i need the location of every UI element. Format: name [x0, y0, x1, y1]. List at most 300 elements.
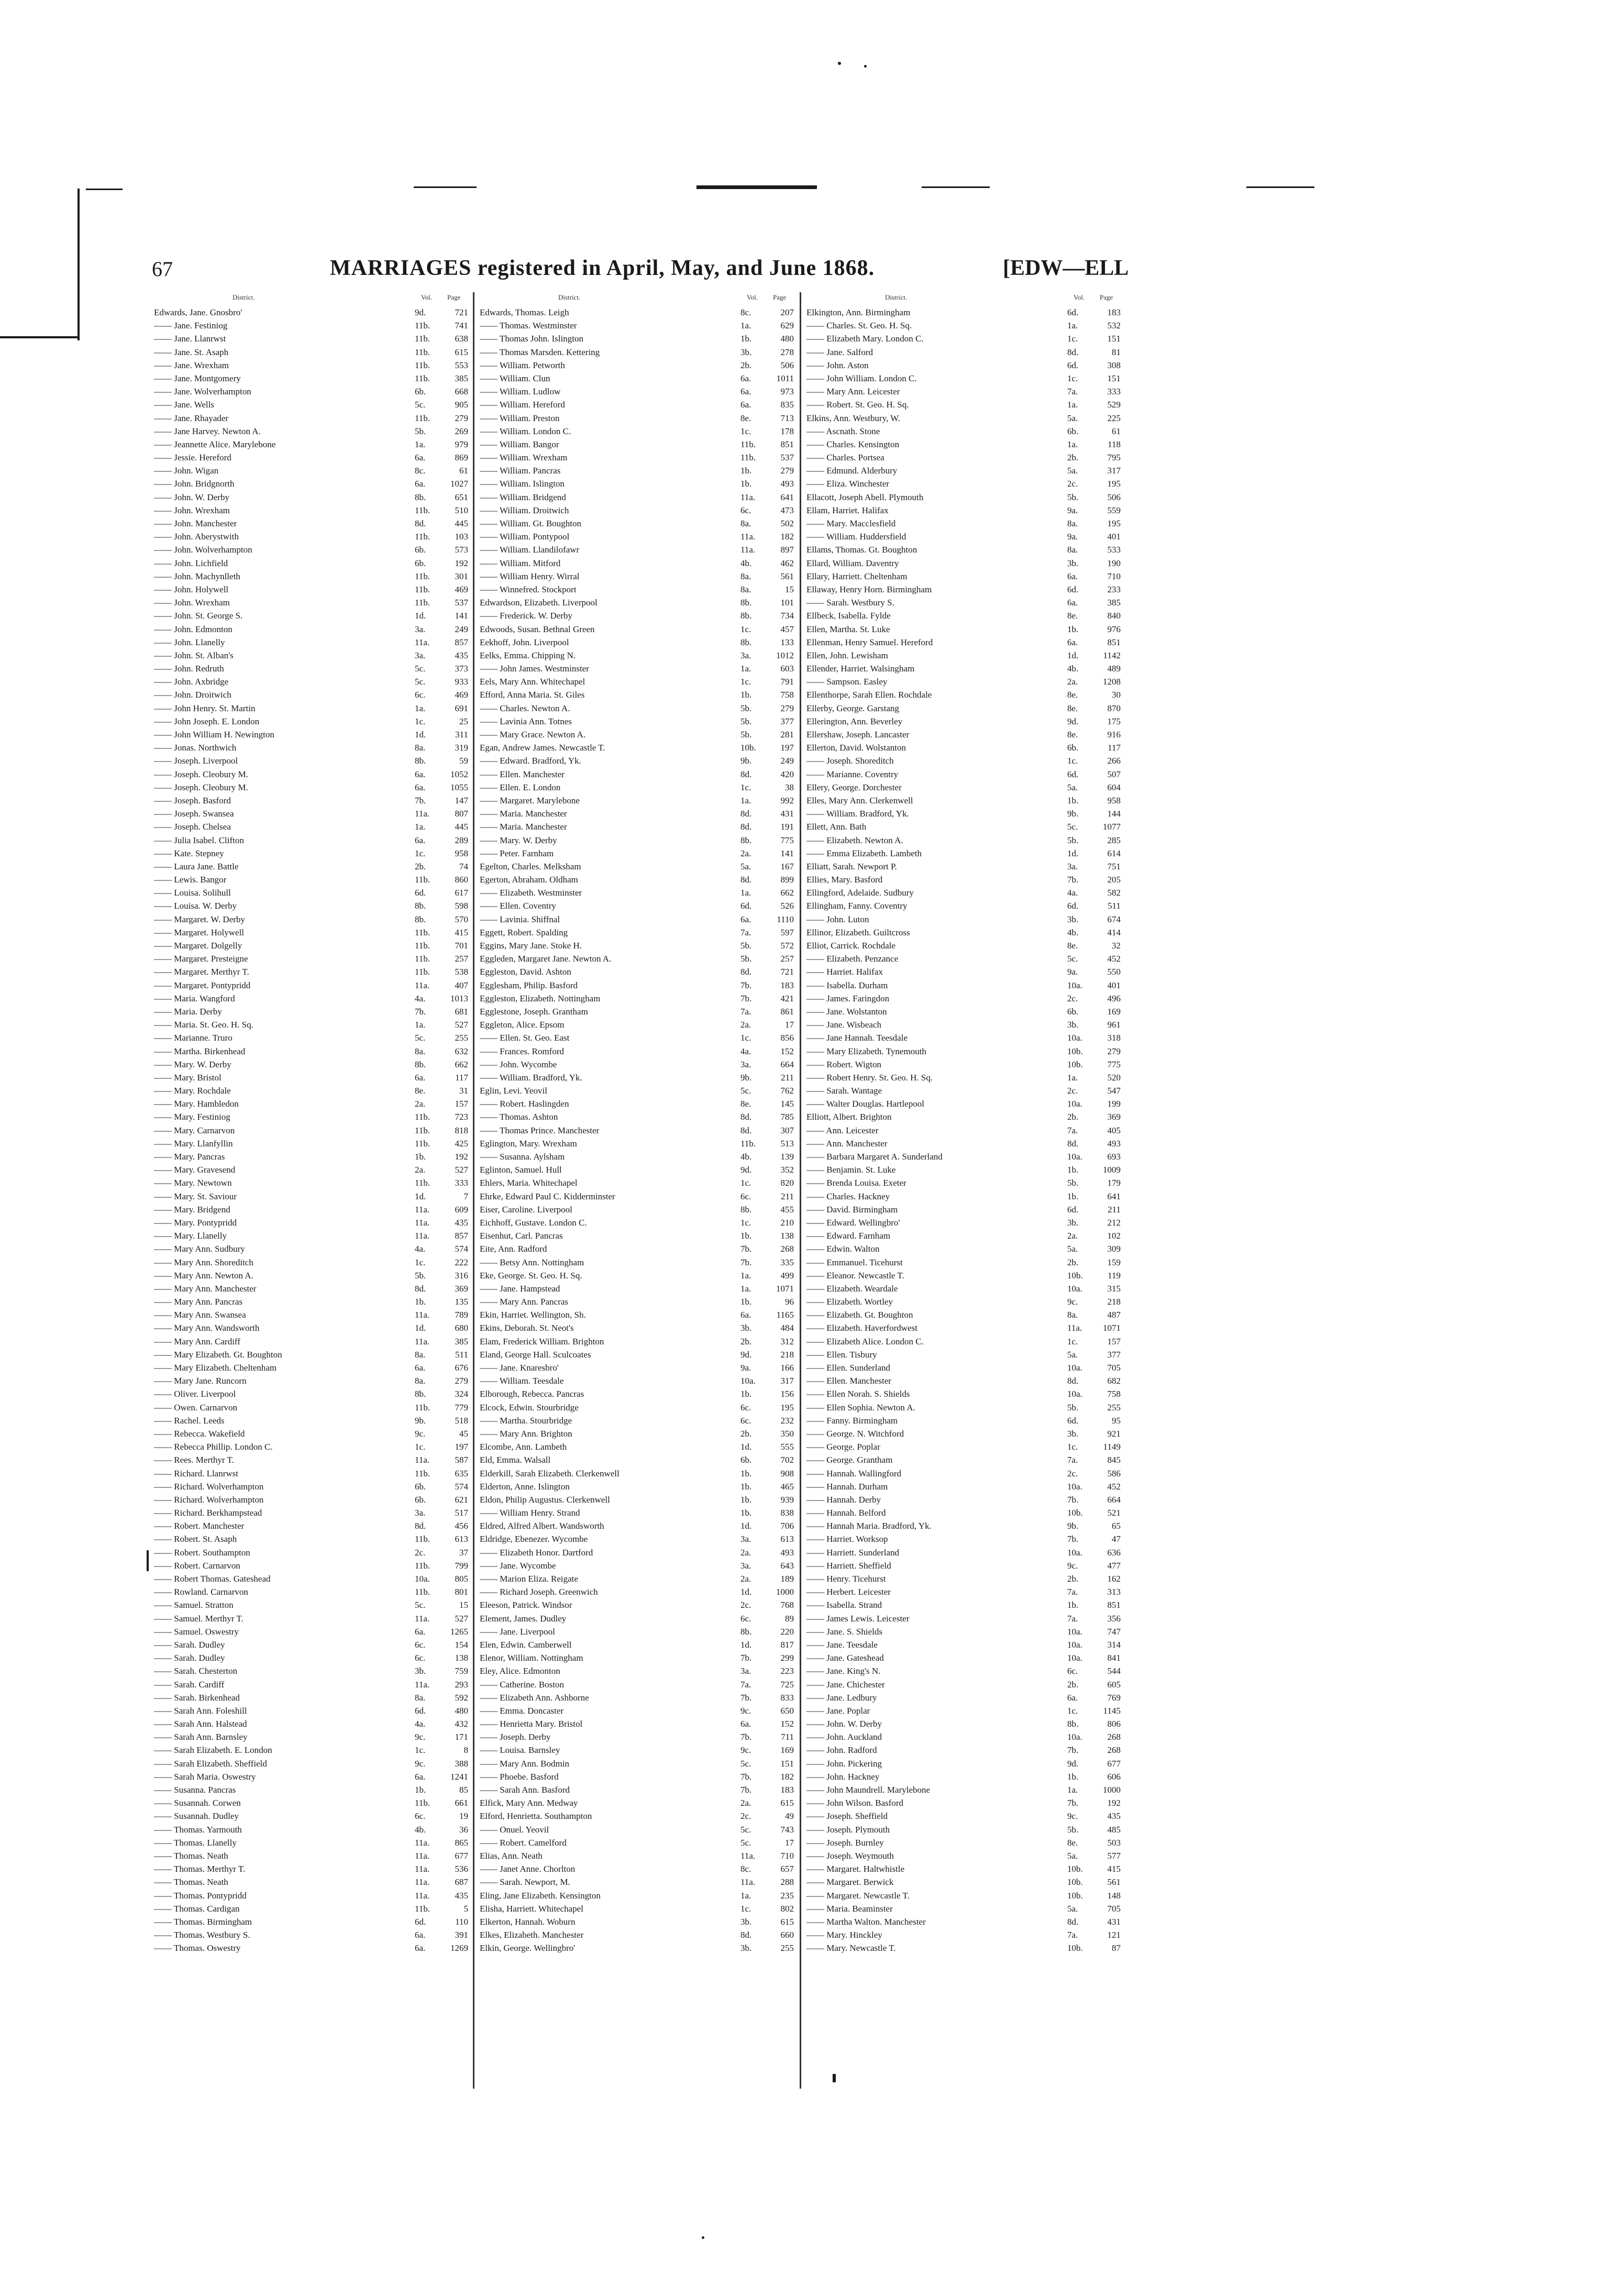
- entry-volume: 11b.: [415, 1138, 430, 1149]
- index-entry: [154, 847, 468, 860]
- entry-name-district: —— John. Wrexham: [154, 598, 230, 608]
- entry-volume: 11a.: [415, 1850, 430, 1861]
- entry-name-district: —— Margaret. Berwick: [806, 1877, 894, 1887]
- entry-volume: 8a.: [415, 1046, 426, 1056]
- index-entry: [480, 1941, 794, 1955]
- index-entry: [480, 1796, 794, 1809]
- entry-name-district: —— Harriet. Worksop: [806, 1534, 888, 1544]
- entry-name-district: —— Sarah Maria. Oswestry: [154, 1771, 256, 1782]
- index-entry: [806, 1361, 1121, 1374]
- entry-volume: 6a.: [1067, 598, 1078, 608]
- index-entry: [806, 741, 1121, 754]
- entry-page: 144: [1107, 809, 1121, 819]
- entry-page: 502: [780, 518, 794, 528]
- entry-volume: 5b.: [740, 730, 752, 739]
- entry-name-district: —— Mary. Festiniog: [154, 1112, 230, 1122]
- entry-name-district: —— John William. London C.: [806, 373, 917, 383]
- entry-name-district: Ellen, Martha. St. Luke: [806, 624, 890, 634]
- entry-volume: 10b.: [1067, 1508, 1083, 1518]
- entry-volume: 3a.: [415, 650, 426, 660]
- entry-volume: 1d.: [740, 1442, 752, 1452]
- entry-name-district: —— John. W. Derby: [806, 1719, 882, 1729]
- index-entry: [806, 504, 1121, 517]
- index-entry: [154, 623, 468, 636]
- index-entry: [480, 702, 794, 715]
- index-entry: [480, 1902, 794, 1915]
- index-entry: [480, 1110, 794, 1123]
- entry-name-district: —— Susannah. Dudley: [154, 1811, 239, 1822]
- entry-page: 157: [455, 1099, 468, 1109]
- entry-volume: 6c.: [415, 1811, 426, 1822]
- entry-volume: 1c.: [415, 1442, 426, 1452]
- index-entry: [480, 1585, 794, 1598]
- entry-name-district: —— John. St. Alban's: [154, 650, 234, 660]
- entry-volume: 10b.: [1067, 1059, 1083, 1069]
- index-entry: [480, 939, 794, 952]
- entry-page: 518: [455, 1415, 468, 1426]
- entry-page: 279: [1107, 1046, 1121, 1056]
- entry-name-district: —— Maria. Manchester: [480, 822, 567, 832]
- entry-volume: 6d.: [1067, 769, 1079, 779]
- entry-page: 89: [785, 1613, 794, 1624]
- entry-page: 1241: [450, 1771, 468, 1782]
- entry-volume: 1c.: [740, 1033, 751, 1043]
- entry-page: 1012: [776, 650, 794, 660]
- index-entry: [480, 346, 794, 359]
- entry-page: 785: [780, 1112, 794, 1122]
- entry-page: 710: [780, 1850, 794, 1861]
- entry-volume: 11b.: [415, 954, 430, 964]
- entry-volume: 10b.: [1067, 1046, 1083, 1056]
- index-entry: [154, 1875, 468, 1889]
- entry-volume: 9d.: [740, 1349, 752, 1360]
- entry-name-district: —— Oliver. Liverpool: [154, 1389, 236, 1399]
- entry-name-district: Edwards, Thomas. Leigh: [480, 307, 569, 317]
- entry-name-district: —— Martha. Birkenhead: [154, 1046, 246, 1056]
- entry-volume: 7b.: [415, 1006, 426, 1017]
- entry-page: 643: [780, 1560, 794, 1571]
- entry-page: 574: [455, 1244, 468, 1254]
- entry-page: 705: [1107, 1903, 1121, 1914]
- entry-name-district: Eiser, Caroline. Liverpool: [480, 1204, 572, 1215]
- entry-name-district: —— Ellen Norah. S. Shields: [806, 1389, 910, 1399]
- index-entry: [806, 1651, 1121, 1664]
- index-entry: [806, 1335, 1121, 1348]
- index-entry: [806, 1836, 1121, 1849]
- entry-name-district: Ellershaw, Joseph. Lancaster: [806, 730, 910, 739]
- entry-page: 544: [1107, 1666, 1121, 1676]
- index-entry: [480, 1559, 794, 1572]
- index-entry: [480, 1321, 794, 1334]
- entry-name-district: —— Mary. Gravesend: [154, 1165, 236, 1175]
- entry-name-district: —— John. Wycombe: [480, 1059, 557, 1069]
- entry-page: 533: [1107, 545, 1121, 555]
- entry-volume: 6a.: [415, 769, 426, 779]
- entry-volume: 3b.: [740, 1916, 752, 1927]
- entry-name-district: —— John. Bridgnorth: [154, 479, 235, 489]
- index-entry: [806, 425, 1121, 438]
- entry-page: 573: [455, 545, 468, 555]
- entry-page: 1265: [450, 1626, 468, 1637]
- entry-volume: 8b.: [740, 835, 752, 845]
- entry-name-district: —— William. Bangor: [480, 439, 559, 449]
- entry-name-district: Eland, George Hall. Sculcoates: [480, 1349, 591, 1360]
- entry-volume: 6b.: [415, 387, 426, 397]
- index-entry: [480, 1664, 794, 1677]
- entry-volume: 7a.: [1067, 1930, 1078, 1940]
- entry-volume: 6a.: [740, 914, 751, 924]
- index-entry: [480, 1849, 794, 1862]
- index-entry: [154, 319, 468, 332]
- entry-name-district: —— Joseph. Sheffield: [806, 1811, 888, 1822]
- entry-page: 179: [1107, 1178, 1121, 1188]
- index-entry: [806, 1071, 1121, 1084]
- index-entry: [480, 1150, 794, 1163]
- entry-name-district: —— Thomas. Llanelly: [154, 1837, 237, 1848]
- entry-page: 101: [780, 598, 794, 608]
- index-entry: [480, 1216, 794, 1229]
- entry-name-district: —— William. Huddersfield: [806, 532, 906, 542]
- entry-volume: 2c.: [1067, 993, 1078, 1003]
- entry-volume: 6d.: [415, 888, 426, 898]
- entry-page: 973: [780, 387, 794, 397]
- index-entry: [806, 847, 1121, 860]
- entry-page: 223: [780, 1666, 794, 1676]
- index-entry: [154, 860, 468, 873]
- index-entry: [806, 675, 1121, 688]
- entry-page: 701: [455, 941, 468, 951]
- district-header: District.: [233, 293, 255, 301]
- entry-volume: 6d.: [1067, 307, 1079, 317]
- index-entry: [806, 1915, 1121, 1928]
- entry-name-district: Ellender, Harriet. Walsingham: [806, 664, 915, 674]
- entry-volume: 2a.: [740, 1574, 751, 1584]
- entry-page: 195: [1107, 518, 1121, 528]
- entry-volume: 7b.: [740, 1257, 752, 1267]
- index-entry: [806, 1414, 1121, 1427]
- entry-page: 615: [780, 1916, 794, 1927]
- entry-page: 480: [780, 334, 794, 344]
- index-entry: [806, 1717, 1121, 1730]
- entry-name-district: —— Mary Ann. Pancras: [154, 1297, 243, 1307]
- index-entry: [480, 715, 794, 728]
- index-entry: [806, 1058, 1121, 1071]
- entry-name-district: Eggins, Mary Jane. Stoke H.: [480, 941, 582, 951]
- index-entry: [480, 1361, 794, 1374]
- index-entry: [480, 372, 794, 385]
- entry-name-district: —— John. Aston: [806, 360, 869, 370]
- index-entry: [806, 1941, 1121, 1955]
- entry-page: 586: [1107, 1468, 1121, 1478]
- index-entry: [480, 834, 794, 847]
- index-entry: [806, 491, 1121, 504]
- entry-page: 510: [455, 505, 468, 515]
- entry-name-district: —— Margaret. Merthyr T.: [154, 967, 249, 977]
- entry-page: 899: [780, 875, 794, 885]
- entry-volume: 11a.: [415, 809, 430, 819]
- entry-volume: 8d.: [415, 1283, 426, 1294]
- entry-page: 148: [1107, 1890, 1121, 1901]
- entry-page: 1145: [1103, 1705, 1121, 1716]
- index-entry: [806, 807, 1121, 820]
- index-entry: [154, 1941, 468, 1955]
- entry-page: 916: [1107, 730, 1121, 739]
- entry-name-district: Ellacott, Joseph Abell. Plymouth: [806, 492, 924, 502]
- entry-page: 851: [1107, 637, 1121, 647]
- entry-volume: 8d.: [740, 769, 752, 779]
- entry-name-district: —— Sarah Ann. Barnsley: [154, 1732, 248, 1742]
- index-entry: [806, 1598, 1121, 1611]
- index-entry: [154, 1704, 468, 1717]
- entry-name-district: —— Lewis. Bangor: [154, 875, 227, 885]
- index-entry: [154, 1506, 468, 1519]
- entry-name-district: —— Ellen Sophia. Newton A.: [806, 1402, 915, 1412]
- entry-name-district: —— John. Lichfield: [154, 558, 228, 568]
- entry-page: 469: [455, 584, 468, 594]
- index-entry: [154, 1361, 468, 1374]
- index-entry: [154, 1018, 468, 1031]
- entry-page: 664: [780, 1059, 794, 1069]
- index-entry: [154, 346, 468, 359]
- entry-page: 110: [455, 1916, 468, 1927]
- entry-page: 95: [1112, 1415, 1121, 1426]
- entry-page: 414: [1107, 927, 1121, 937]
- entry-name-district: —— Robert. Haslingden: [480, 1099, 569, 1109]
- index-entry: [806, 886, 1121, 899]
- index-entry: [480, 1546, 794, 1559]
- entry-page: 677: [1107, 1758, 1121, 1769]
- entry-volume: 9d.: [1067, 716, 1079, 726]
- index-entry: [806, 1849, 1121, 1862]
- entry-name-district: —— Jane. Wells: [154, 400, 214, 410]
- index-entry: [480, 1506, 794, 1519]
- entry-volume: 2c.: [415, 1547, 426, 1558]
- index-entry: [806, 860, 1121, 873]
- entry-volume: 9a.: [1067, 967, 1078, 977]
- district-header: District.: [558, 293, 581, 301]
- vol-header: Vol.: [421, 293, 433, 301]
- entry-page: 725: [780, 1679, 794, 1690]
- index-entry: [480, 649, 794, 662]
- entry-page: 135: [455, 1297, 468, 1307]
- index-entry: [154, 425, 468, 438]
- entry-volume: 2a.: [740, 1798, 751, 1808]
- entry-volume: 1b.: [1067, 1771, 1079, 1782]
- entry-page: 1009: [1103, 1165, 1121, 1175]
- entry-name-district: —— Sarah Ann. Basford: [480, 1785, 570, 1795]
- index-entry: [806, 781, 1121, 794]
- entry-name-district: —— Mary Grace. Newton A.: [480, 730, 586, 739]
- entry-name-district: —— Thomas. Neath: [154, 1877, 228, 1887]
- entry-page: 15: [459, 1600, 468, 1610]
- entry-volume: 2b.: [1067, 1257, 1079, 1267]
- index-entry: [480, 477, 794, 490]
- entry-volume: 1b.: [740, 1468, 752, 1478]
- entry-page: 30: [1112, 690, 1121, 700]
- entry-name-district: Egglesham, Philip. Basford: [480, 980, 578, 990]
- entry-name-district: Ellerton, David. Wolstanton: [806, 743, 906, 753]
- entry-name-district: —— Elizabeth. Penzance: [806, 954, 899, 964]
- entry-page: 537: [780, 452, 794, 463]
- index-entry: [154, 1427, 468, 1440]
- entry-page: 865: [455, 1837, 468, 1848]
- entry-volume: 5c.: [1067, 954, 1078, 964]
- entry-page: 775: [1107, 1059, 1121, 1069]
- entry-page: 192: [1107, 1798, 1121, 1808]
- entry-volume: 2c.: [740, 1811, 751, 1822]
- entry-page: 604: [1107, 782, 1121, 792]
- index-entry: [154, 1519, 468, 1532]
- index-entry: [806, 1124, 1121, 1137]
- entry-name-district: —— Sarah. Chesterton: [154, 1666, 238, 1676]
- index-entry: [480, 1757, 794, 1770]
- entry-page: 657: [780, 1864, 794, 1874]
- index-entry: [480, 847, 794, 860]
- entry-page: 220: [780, 1626, 794, 1637]
- entry-volume: 3b.: [1067, 1428, 1079, 1439]
- entry-page: 210: [780, 1217, 794, 1228]
- entry-page: 706: [780, 1521, 794, 1531]
- entry-page: 1071: [1103, 1323, 1121, 1333]
- entry-page: 1052: [450, 769, 468, 779]
- entry-volume: 10a.: [1067, 1099, 1082, 1109]
- entry-name-district: Elkerton, Hannah. Woburn: [480, 1916, 576, 1927]
- entry-volume: 9c.: [415, 1732, 426, 1742]
- entry-volume: 4a.: [415, 1244, 426, 1254]
- entry-volume: 8e.: [740, 413, 751, 423]
- index-entry: [480, 1348, 794, 1361]
- index-entry: [806, 1269, 1121, 1282]
- index-entry: [806, 1321, 1121, 1334]
- entry-volume: 10a.: [1067, 1626, 1082, 1637]
- entry-page: 147: [455, 795, 468, 805]
- entry-name-district: —— Mary Elizabeth. Cheltenham: [154, 1363, 277, 1373]
- index-entry: [154, 1335, 468, 1348]
- entry-volume: 6b.: [1067, 426, 1079, 436]
- entry-volume: 8d.: [740, 1125, 752, 1135]
- index-entry: [154, 1730, 468, 1743]
- entry-name-district: —— Owen. Carnarvon: [154, 1402, 238, 1412]
- entry-name-district: —— Thomas Prince. Manchester: [480, 1125, 600, 1135]
- index-entry: [806, 1203, 1121, 1216]
- index-entry: [480, 636, 794, 649]
- entry-name-district: —— Harriett. Sheffield: [806, 1560, 891, 1571]
- entry-page: 598: [455, 901, 468, 911]
- index-entry: [806, 702, 1121, 715]
- entry-name-district: —— John. W. Derby: [154, 492, 230, 502]
- entry-volume: 8c.: [415, 466, 426, 476]
- entry-volume: 6c.: [740, 1613, 751, 1624]
- index-entry: [806, 609, 1121, 622]
- entry-volume: 10a.: [1067, 980, 1082, 990]
- entry-volume: 8b.: [740, 637, 752, 647]
- index-entry: [154, 412, 468, 425]
- entry-name-district: —— William. Bradford, Yk.: [806, 809, 909, 819]
- entry-page: 87: [1112, 1943, 1121, 1953]
- entry-volume: 10b.: [1067, 1943, 1083, 1953]
- index-entry: [806, 1308, 1121, 1321]
- entry-name-district: —— Elizabeth Honor. Dartford: [480, 1547, 593, 1558]
- scan-edge-mark: [414, 186, 477, 188]
- entry-page: 138: [455, 1653, 468, 1663]
- index-entry: [480, 1638, 794, 1651]
- index-entry: [806, 873, 1121, 886]
- entry-volume: 8b.: [1067, 1719, 1079, 1729]
- entry-page: 526: [780, 901, 794, 911]
- entry-volume: 8a.: [415, 743, 426, 753]
- entry-page: 851: [780, 439, 794, 449]
- index-entry: [480, 1862, 794, 1875]
- entry-volume: 8b.: [415, 756, 426, 766]
- entry-page: 570: [455, 914, 468, 924]
- entry-name-district: —— David. Birmingham: [806, 1204, 898, 1215]
- entry-volume: 5c.: [1067, 822, 1078, 832]
- entry-name-district: —— Brenda Louisa. Exeter: [806, 1178, 906, 1188]
- page-number: 67: [152, 257, 173, 281]
- entry-page: 218: [1107, 1297, 1121, 1307]
- entry-volume: 2c.: [740, 1600, 751, 1610]
- index-entry: [806, 1625, 1121, 1638]
- entry-page: 833: [780, 1692, 794, 1703]
- entry-volume: 8e.: [1067, 1837, 1078, 1848]
- index-entry: [806, 1585, 1121, 1598]
- index-entry: [480, 741, 794, 754]
- entry-name-district: —— Ellen. Tisbury: [806, 1349, 877, 1360]
- entry-volume: 9d.: [415, 307, 426, 317]
- entry-name-district: Eley, Alice. Edmonton: [480, 1666, 560, 1676]
- index-entry: [806, 834, 1121, 847]
- entry-name-district: —— Isabella. Durham: [806, 980, 888, 990]
- entry-name-district: —— Mary. Bridgend: [154, 1204, 230, 1215]
- entry-name-district: Elkins, Ann. Westbury, W.: [806, 413, 901, 423]
- entry-page: 432: [455, 1719, 468, 1729]
- entry-page: 36: [459, 1824, 468, 1835]
- entry-volume: 7b.: [1067, 1745, 1079, 1756]
- entry-volume: 8b.: [740, 598, 752, 608]
- entry-page: 806: [1107, 1719, 1121, 1729]
- entry-page: 59: [459, 756, 468, 766]
- entry-name-district: —— Janet Anne. Chorlton: [480, 1864, 576, 1874]
- entry-volume: 3b.: [1067, 558, 1079, 568]
- entry-volume: 1b.: [415, 1297, 426, 1307]
- index-entry: [154, 1598, 468, 1611]
- entry-name-district: —— Jane. Ledbury: [806, 1692, 877, 1703]
- index-entry: [154, 1585, 468, 1598]
- entry-name-district: Elderkill, Sarah Elizabeth. Clerkenwell: [480, 1468, 620, 1478]
- index-entry: [480, 1651, 794, 1664]
- index-entry: [154, 794, 468, 807]
- entry-name-district: —— John Henry. St. Martin: [154, 703, 256, 713]
- index-entry: [806, 359, 1121, 372]
- index-entry: [806, 965, 1121, 978]
- entry-name-district: —— Ellen. Manchester: [806, 1376, 891, 1386]
- index-entry: [154, 477, 468, 490]
- index-entry: [154, 939, 468, 952]
- entry-name-district: —— Sarah. Cardiff: [154, 1679, 225, 1690]
- entry-volume: 11b.: [415, 875, 430, 885]
- entry-volume: 5c.: [415, 677, 426, 687]
- entry-page: 861: [780, 1006, 794, 1017]
- entry-name-district: —— John. Llanelly: [154, 637, 225, 647]
- entry-name-district: —— Joseph. Derby: [480, 1732, 551, 1742]
- entry-name-district: Ellinor, Elizabeth. Guiltcross: [806, 927, 910, 937]
- entry-volume: 10b.: [1067, 1864, 1083, 1874]
- entry-name-district: —— Mary Ann. Wandsworth: [154, 1323, 260, 1333]
- entry-name-district: —— Thomas. Oswestry: [154, 1943, 241, 1953]
- entry-volume: 6d.: [1067, 584, 1079, 594]
- index-entry: [806, 1809, 1121, 1823]
- entry-name-district: —— Robert. Wigton: [806, 1059, 882, 1069]
